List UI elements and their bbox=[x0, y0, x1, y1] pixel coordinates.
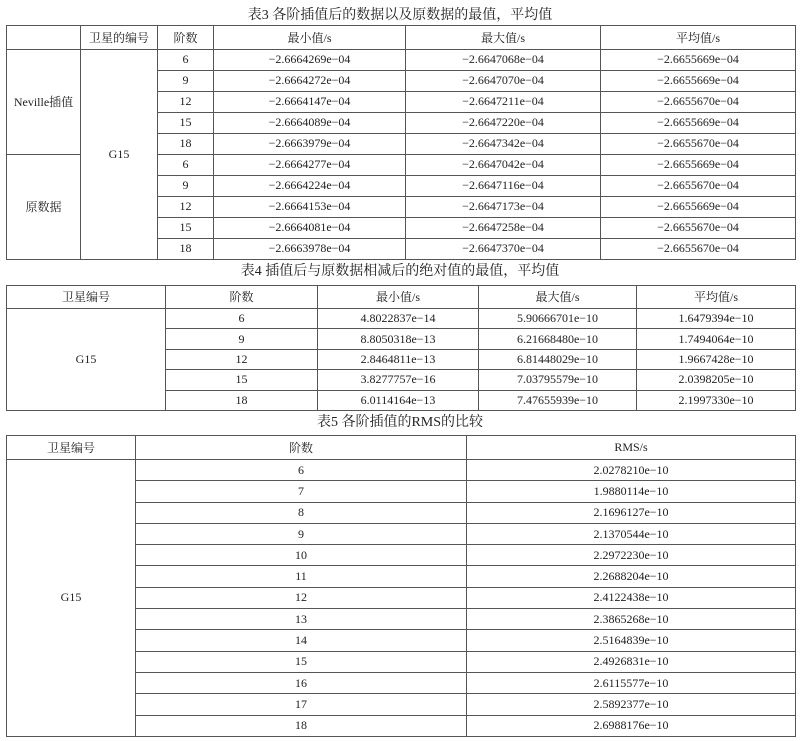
order-cell: 12 bbox=[158, 196, 214, 217]
header-cell: 卫星编号 bbox=[7, 436, 136, 460]
table4 bbox=[6, 285, 796, 411]
order-cell: 6 bbox=[136, 459, 467, 480]
max-cell: −2.6647258e−04 bbox=[406, 217, 601, 238]
mean-cell: −2.6655670e−04 bbox=[601, 217, 796, 238]
mean-cell: −2.6655669e−04 bbox=[601, 154, 796, 175]
rms-cell: 2.6988176e−10 bbox=[467, 715, 796, 736]
min-cell: 8.8050318e−13 bbox=[318, 329, 479, 349]
header-cell: 最小值/s bbox=[214, 26, 406, 50]
max-cell: 7.03795579e−10 bbox=[479, 370, 637, 390]
rms-cell: 2.0278210e−10 bbox=[467, 459, 796, 480]
header-cell: 最大值/s bbox=[406, 26, 601, 50]
order-cell: 11 bbox=[136, 566, 467, 587]
order-cell: 6 bbox=[158, 154, 214, 175]
order-cell: 7 bbox=[136, 481, 467, 502]
rms-cell: 2.3865268e−10 bbox=[467, 609, 796, 630]
rms-cell: 2.5892377e−10 bbox=[467, 694, 796, 715]
header-cell: 最大值/s bbox=[479, 286, 637, 309]
header-cell: 阶数 bbox=[166, 286, 318, 309]
order-cell: 9 bbox=[158, 70, 214, 91]
order-cell: 17 bbox=[136, 694, 467, 715]
max-cell: −2.6647070e−04 bbox=[406, 70, 601, 91]
mean-cell: −2.6655670e−04 bbox=[601, 91, 796, 112]
max-cell: −2.6647342e−04 bbox=[406, 133, 601, 154]
min-cell: −2.6664081e−04 bbox=[214, 217, 406, 238]
min-cell: −2.6664272e−04 bbox=[214, 70, 406, 91]
mean-cell: 1.9667428e−10 bbox=[637, 349, 796, 369]
order-cell: 16 bbox=[136, 672, 467, 693]
header-cell: 平均值/s bbox=[637, 286, 796, 309]
rms-cell: 2.1696127e−10 bbox=[467, 502, 796, 523]
min-cell: −2.6664224e−04 bbox=[214, 175, 406, 196]
group-label: 原数据 bbox=[7, 154, 81, 259]
table-row bbox=[7, 436, 796, 460]
rms-cell: 2.6115577e−10 bbox=[467, 672, 796, 693]
header-cell bbox=[7, 26, 81, 50]
mean-cell: 2.0398205e−10 bbox=[637, 370, 796, 390]
mean-cell: −2.6655670e−04 bbox=[601, 133, 796, 154]
satellite-id: G15 bbox=[7, 308, 166, 410]
table5-caption: 表5 各阶插值的RMS的比较 bbox=[316, 415, 484, 430]
order-cell: 18 bbox=[166, 390, 318, 410]
satellite-id: G15 bbox=[7, 459, 136, 736]
max-cell: 6.21668480e−10 bbox=[479, 329, 637, 349]
max-cell: 5.90666701e−10 bbox=[479, 308, 637, 328]
rms-cell: 2.4926831e−10 bbox=[467, 651, 796, 672]
table4-caption: 表4 插值后与原数据相减后的绝对值的最值，平均值 bbox=[240, 264, 560, 279]
max-cell: −2.6647211e−04 bbox=[406, 91, 601, 112]
table-row bbox=[7, 286, 796, 309]
rms-cell: 2.2688204e−10 bbox=[467, 566, 796, 587]
header-cell: 平均值/s bbox=[601, 26, 796, 50]
max-cell: −2.6647370e−04 bbox=[406, 238, 601, 259]
max-cell: 7.47655939e−10 bbox=[479, 390, 637, 410]
order-cell: 12 bbox=[166, 349, 318, 369]
mean-cell: 2.1997330e−10 bbox=[637, 390, 796, 410]
mean-cell: 1.7494064e−10 bbox=[637, 329, 796, 349]
mean-cell: −2.6655669e−04 bbox=[601, 70, 796, 91]
max-cell: −2.6647068e−04 bbox=[406, 49, 601, 70]
rms-cell: 2.1370544e−10 bbox=[467, 523, 796, 544]
order-cell: 12 bbox=[158, 91, 214, 112]
order-cell: 9 bbox=[136, 523, 467, 544]
table3 bbox=[6, 25, 796, 260]
max-cell: 6.81448029e−10 bbox=[479, 349, 637, 369]
order-cell: 6 bbox=[166, 308, 318, 328]
max-cell: −2.6647173e−04 bbox=[406, 196, 601, 217]
rms-cell: 2.4122438e−10 bbox=[467, 587, 796, 608]
min-cell: 6.0114164e−13 bbox=[318, 390, 479, 410]
mean-cell: −2.6655669e−04 bbox=[601, 196, 796, 217]
min-cell: −2.6664153e−04 bbox=[214, 196, 406, 217]
min-cell: −2.6664269e−04 bbox=[214, 49, 406, 70]
mean-cell: 1.6479394e−10 bbox=[637, 308, 796, 328]
table-row bbox=[7, 459, 796, 480]
order-cell: 18 bbox=[136, 715, 467, 736]
min-cell: −2.6664277e−04 bbox=[214, 154, 406, 175]
order-cell: 9 bbox=[158, 175, 214, 196]
header-cell: 最小值/s bbox=[318, 286, 479, 309]
rms-cell: 1.9880114e−10 bbox=[467, 481, 796, 502]
header-cell: 阶数 bbox=[136, 436, 467, 460]
min-cell: 2.8464811e−13 bbox=[318, 349, 479, 369]
mean-cell: −2.6655669e−04 bbox=[601, 112, 796, 133]
order-cell: 6 bbox=[158, 49, 214, 70]
mean-cell: −2.6655670e−04 bbox=[601, 175, 796, 196]
min-cell: 4.8022837e−14 bbox=[318, 308, 479, 328]
order-cell: 12 bbox=[136, 587, 467, 608]
order-cell: 13 bbox=[136, 609, 467, 630]
min-cell: −2.6664089e−04 bbox=[214, 112, 406, 133]
min-cell: −2.6664147e−04 bbox=[214, 91, 406, 112]
mean-cell: −2.6655669e−04 bbox=[601, 49, 796, 70]
order-cell: 18 bbox=[158, 238, 214, 259]
min-cell: 3.8277757e−16 bbox=[318, 370, 479, 390]
order-cell: 8 bbox=[136, 502, 467, 523]
max-cell: −2.6647042e−04 bbox=[406, 154, 601, 175]
order-cell: 14 bbox=[136, 630, 467, 651]
order-cell: 15 bbox=[166, 370, 318, 390]
table-row bbox=[7, 49, 796, 70]
order-cell: 15 bbox=[158, 112, 214, 133]
header-cell: RMS/s bbox=[467, 436, 796, 460]
max-cell: −2.6647116e−04 bbox=[406, 175, 601, 196]
satellite-id: G15 bbox=[81, 49, 158, 259]
min-cell: −2.6663978e−04 bbox=[214, 238, 406, 259]
min-cell: −2.6663979e−04 bbox=[214, 133, 406, 154]
rms-cell: 2.2972230e−10 bbox=[467, 545, 796, 566]
table3-caption: 表3 各阶插值后的数据以及原数据的最值，平均值 bbox=[247, 8, 553, 23]
mean-cell: −2.6655670e−04 bbox=[601, 238, 796, 259]
header-cell: 卫星编号 bbox=[7, 286, 166, 309]
header-cell: 卫星的编号 bbox=[81, 26, 158, 50]
table-row bbox=[7, 26, 796, 50]
header-cell: 阶数 bbox=[158, 26, 214, 50]
max-cell: −2.6647220e−04 bbox=[406, 112, 601, 133]
order-cell: 9 bbox=[166, 329, 318, 349]
order-cell: 18 bbox=[158, 133, 214, 154]
order-cell: 15 bbox=[158, 217, 214, 238]
group-label: Neville插值 bbox=[7, 49, 81, 154]
order-cell: 15 bbox=[136, 651, 467, 672]
table5 bbox=[6, 435, 796, 737]
table-row bbox=[7, 308, 796, 328]
order-cell: 10 bbox=[136, 545, 467, 566]
rms-cell: 2.5164839e−10 bbox=[467, 630, 796, 651]
